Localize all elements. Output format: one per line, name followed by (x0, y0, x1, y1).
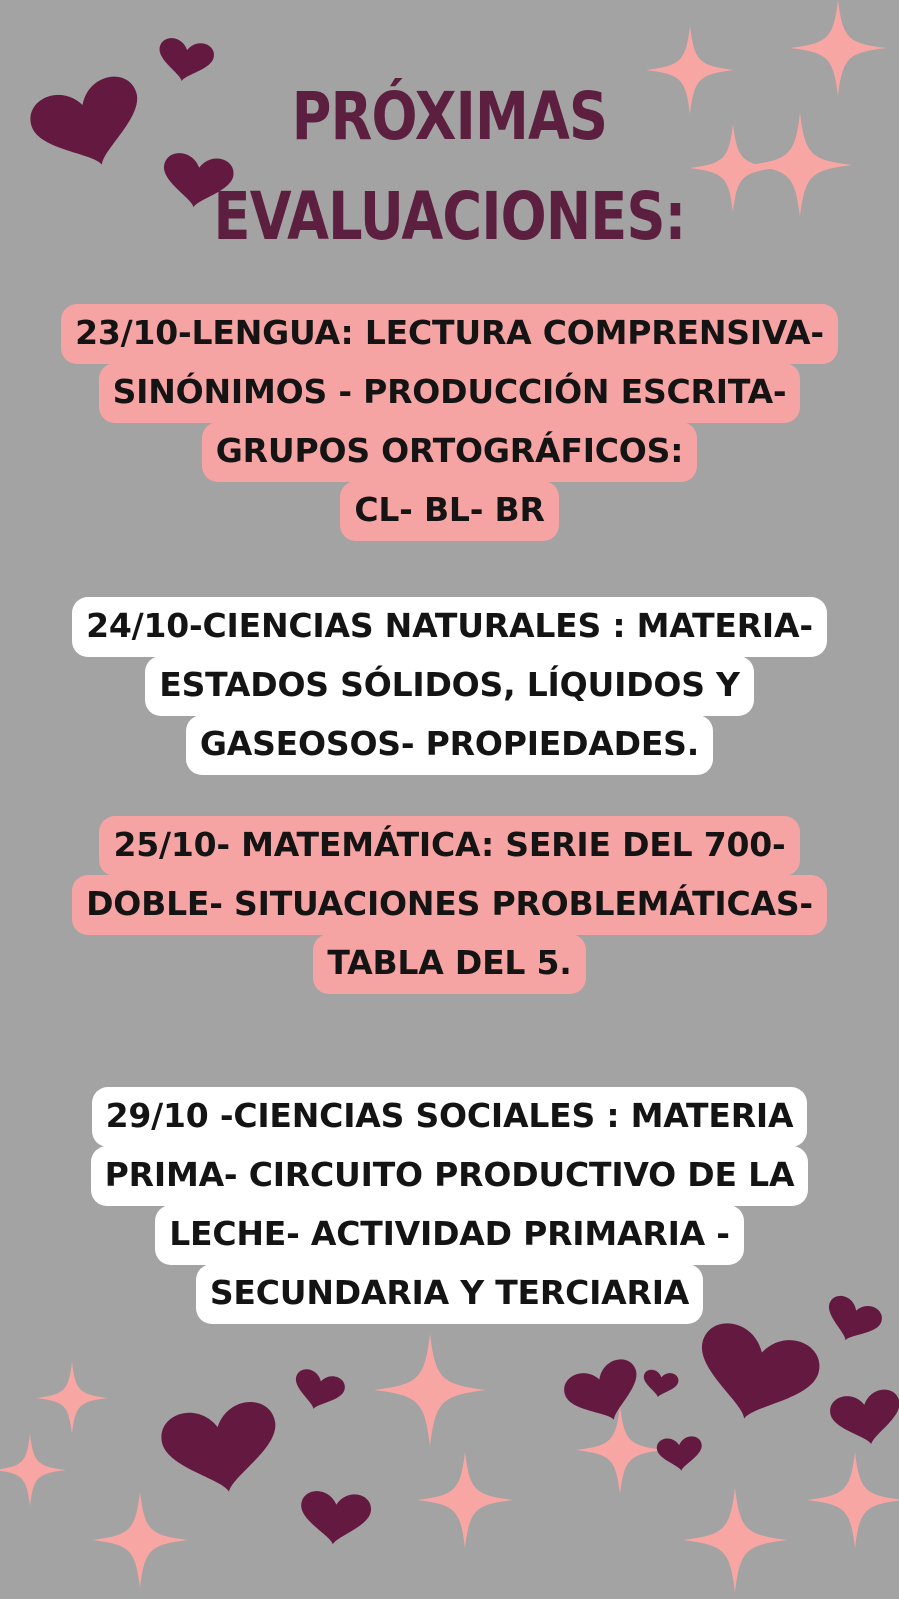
sparkle-icon (417, 1452, 513, 1548)
evaluation-lengua (0, 305, 899, 541)
heart-icon (641, 1369, 680, 1401)
page-title-line-1: PRÓXIMAS (291, 78, 608, 155)
evaluation-line: CL- BL- BR (340, 481, 558, 541)
sparkle-icon (807, 1452, 899, 1548)
evaluation-line: SINÓNIMOS - PRODUCCIÓN ESCRITA- (99, 363, 801, 423)
heart-icon (560, 1355, 649, 1433)
evaluation-line: ESTADOS SÓLIDOS, LÍQUIDOS Y (145, 656, 754, 716)
sparkle-icon (0, 1434, 66, 1506)
sparkle-icon (683, 1488, 787, 1592)
sparkle-icon (36, 1362, 108, 1434)
evaluation-line: GRUPOS ORTOGRÁFICOS: (202, 422, 697, 482)
evaluation-line: 29/10 -CIENCIAS SOCIALES : MATERIA (92, 1087, 808, 1147)
evaluation-ciencias-naturales (0, 598, 899, 775)
evaluation-line: GASEOSOS- PROPIEDADES. (186, 715, 713, 775)
evaluation-line: PRIMA- CIRCUITO PRODUCTIVO DE LA (91, 1146, 809, 1206)
heart-icon (828, 1387, 899, 1450)
heart-icon (686, 1317, 825, 1434)
heart-icon (289, 1367, 347, 1416)
heart-icon (158, 1398, 286, 1502)
sparkle-icon (92, 1492, 188, 1588)
evaluation-line: SECUNDARIA Y TERCIARIA (196, 1264, 703, 1324)
evaluation-line: DOBLE- SITUACIONES PROBLEMÁTICAS- (72, 875, 827, 935)
sparkle-icon (576, 1406, 664, 1494)
evaluation-line: TABLA DEL 5. (313, 934, 585, 994)
evaluation-ciencias-sociales (0, 1088, 899, 1324)
evaluation-line: 25/10- MATEMÁTICA: SERIE DEL 700- (99, 816, 799, 876)
heart-icon (298, 1490, 372, 1548)
evaluation-line: LECHE- ACTIVIDAD PRIMARIA - (155, 1205, 744, 1265)
evaluation-line: 24/10-CIENCIAS NATURALES : MATERIA- (72, 597, 827, 657)
evaluation-line: 23/10-LENGUA: LECTURA COMPRENSIVA- (61, 304, 838, 364)
page-title-line-2: EVALUACIONES: (213, 178, 686, 255)
sparkle-icon (374, 1334, 486, 1446)
heart-icon (656, 1436, 704, 1473)
evaluation-matematica (0, 817, 899, 994)
